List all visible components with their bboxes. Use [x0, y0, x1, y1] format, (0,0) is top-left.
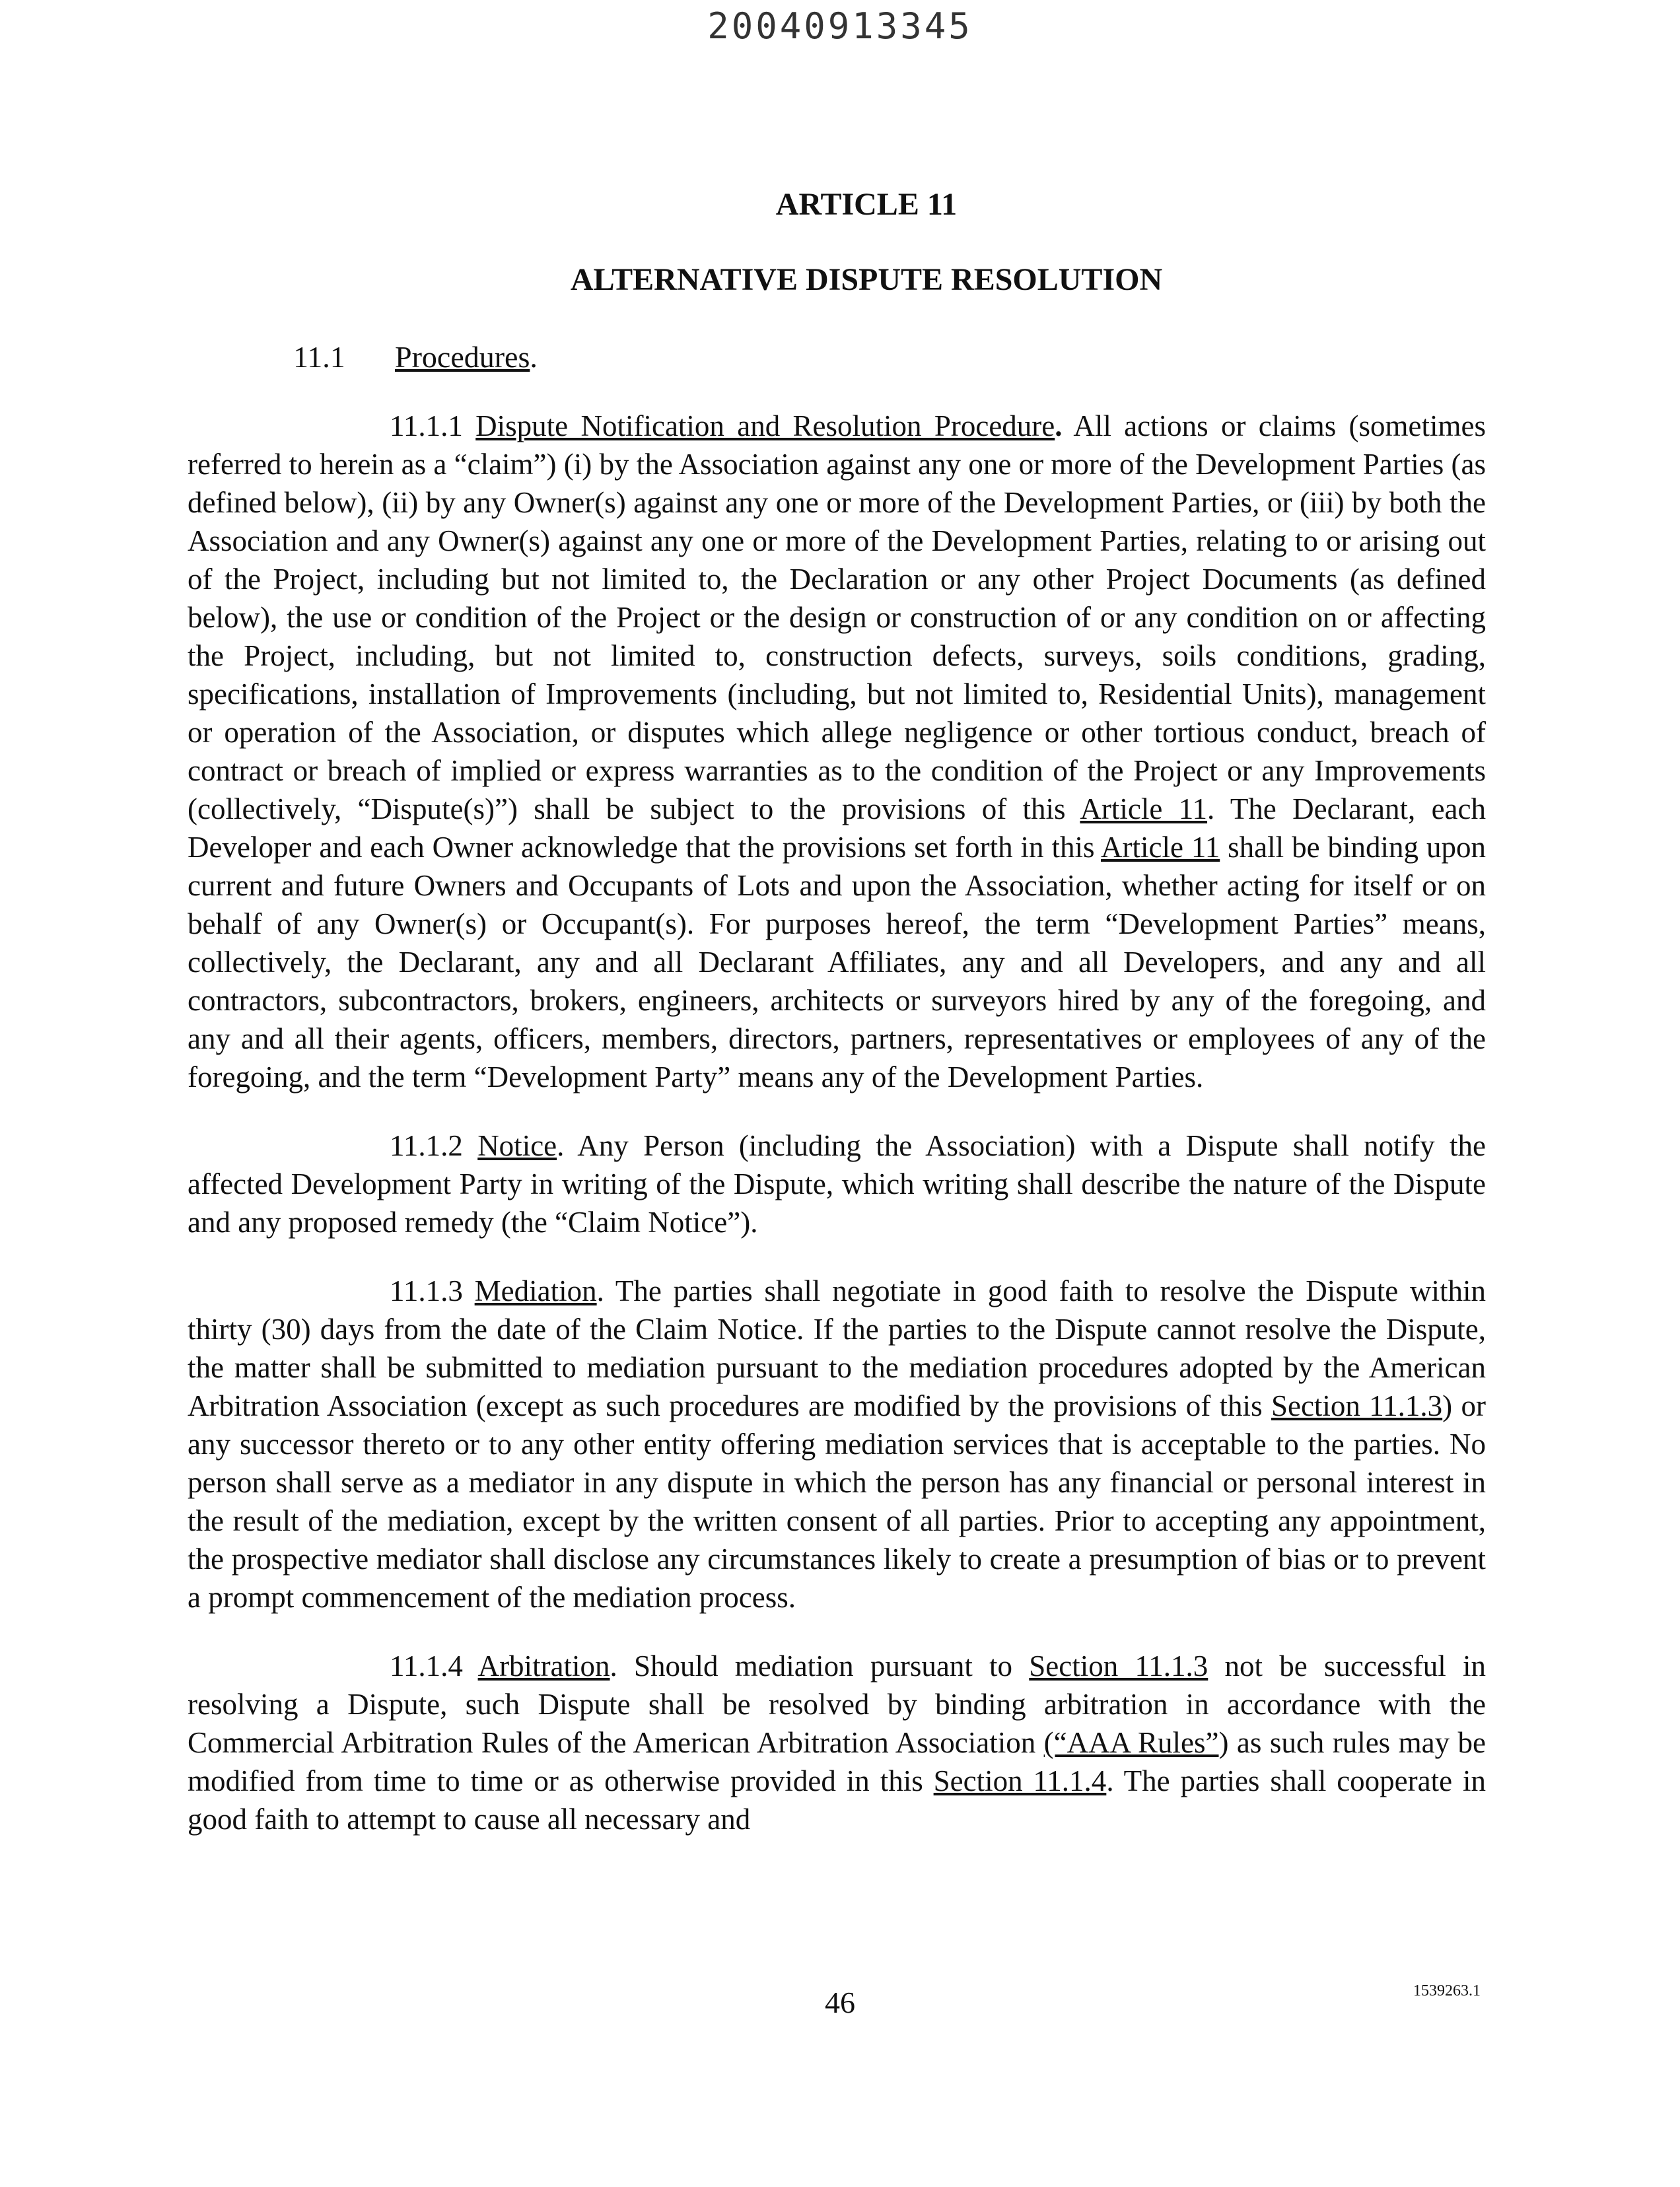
- paragraph-11-1-4: 11.1.4 Arbitration. Should mediation pursuant to Section 11.1.3 not be successful in resolving a Dispute, such Dispute shall be resolved by binding arbitration in accordance with the Commercial Arbitration Rules of the American Arbitration Association (“AAA Rules”) as such rules may be modified from time to time or as otherwise provided in this Section 11.1.4. The parties shall cooperate in good faith to attempt to cause all necessary and: [188, 1649, 1487, 1836]
- paragraph-number: 11.1.3: [390, 1274, 463, 1307]
- paragraph-number: 11.1.2: [390, 1129, 463, 1162]
- page-number: 46: [825, 1986, 855, 2019]
- section-number: 11.1: [293, 340, 345, 374]
- paragraph-text: The parties shall negotiate in good faith to resolve the Dispute within thirty (30) days from the date of the Claim Notice. If the parties to the Dispute cannot resolve the Dispute, the matter shall be submitted to mediation pursuant to the mediation procedures adopted by the American Arbitration Association (except as such procedures are modified by the provisions of this: [188, 1274, 1486, 1422]
- paragraph-number: 11.1.1: [390, 409, 463, 442]
- paragraph-text: The Declarant, each Developer and each Owner acknowledge that the provisions set forth in this: [188, 792, 1486, 864]
- section-heading: 11.1 Procedures.: [293, 340, 538, 374]
- section-reference: Section 11.1.4: [933, 1764, 1107, 1797]
- article-heading: ARTICLE 11: [775, 187, 958, 222]
- document-number: 20040913345: [707, 5, 973, 47]
- paragraph-title: Mediation: [474, 1274, 597, 1307]
- paragraph-text: Any Person (including the Association) with a Dispute shall notify the affected Development Party in writing of the Dispute, which writing shall describe the nature of the Dispute and any proposed remedy (the “Claim Notice”).: [188, 1129, 1486, 1239]
- body-text: [188, 407, 1486, 1869]
- paragraph-number: 11.1.4: [390, 1649, 463, 1683]
- paragraph-text: ) as such rules may be modified from time to time or as otherwise provided in this: [188, 1726, 1486, 1797]
- paragraph-title: Arbitration: [477, 1649, 610, 1683]
- paragraph-text: shall be binding upon current and future Owners and Occupants of Lots and upon the Association, whether acting for itself or on behalf of any Owner(s) or Occupant(s). For purposes hereof, the term “Development Parties” means, collectively, the Declarant, any and all Declarant Affiliates, any and all Developers, and any and all contractors, subcontractors, brokers, engineers, architects or surveyors hired by any of the foregoing, and any and all their agents, officers, members, directors, partners, representatives or employees of any of the foregoing, and the term “Development Party” means any of the Development Parties.: [188, 831, 1486, 1094]
- defined-term: (“AAA Rules”: [1043, 1726, 1219, 1759]
- article-subtitle: ALTERNATIVE DISPUTE RESOLUTION: [570, 262, 1163, 297]
- article-reference: Article 11: [1101, 831, 1220, 864]
- paragraph-11-1-3: 11.1.3 Mediation. The parties shall negotiate in good faith to resolve the Dispute within thirty (30) days from the date of the Claim Notice. If the parties to the Dispute cannot resolve the Dispute, the matter shall be submitted to mediation pursuant to the mediation procedures adopted by the American Arbitration Association (except as such procedures are modified by the provisions of this Section 11.1.3) or any successor thereto or to any other entity offering mediation services that is acceptable to the parties. No person shall serve as a mediator in any dispute in which the person has any financial or personal interest in the result of the mediation, except by the written consent of all parties. Prior to accepting any appointment, the prospective mediator shall disclose any circumstances likely to create a presumption of bias or to prevent a prompt commencement of the mediation process.: [188, 1274, 1486, 1614]
- paragraph-11-1-1: 11.1.1 Dispute Notification and Resolution Procedure. All actions or claims (sometimes referred to herein as a “claim”) (i) by the Association against any one or more of the Development Parties (as defined below), (ii) by any Owner(s) against any one or more of the Development Parties, or (iii) by both the Association and any Owner(s) against any one or more of the Development Parties, relating to or arising out of the Project, including but not limited to, the Declaration or any other Project Documents (as defined below), the use or condition of the Project or the design or construction of or any condition on or affecting the Project, including, but not limited to, construction defects, surveys, soils conditions, grading, specifications, installation of Improvements (including, but not limited to, Residential Units), management or operation of the Association, or disputes which allege negligence or other tortious conduct, breach of contract or breach of implied or express warranties as to the condition of the Project or any Improvements (collectively, “Dispute(s)”) shall be subject to the provisions of this Article 11. The Declarant, each Developer and each Owner acknowledge that the provisions set forth in this Article 11 shall be binding upon current and future Owners and Occupants of Lots and upon the Association, whether acting for itself or on behalf of any Owner(s) or Occupant(s). For purposes hereof, the term “Development Parties” means, collectively, the Declarant, any and all Declarant Affiliates, any and all Developers, and any and all contractors, subcontractors, brokers, engineers, architects or surveyors hired by any of the foregoing, and any and all their agents, officers, members, directors, partners, representatives or employees of any of the foregoing, and the term “Development Party” means any of the Development Parties.: [188, 409, 1487, 1094]
- paragraph-text: not be successful in resolving a Dispute, such Dispute shall be resolved by binding arbitration in accordance with the Commercial Arbitration Rules of the American Arbitration Association: [188, 1649, 1487, 1759]
- document-id: 1539263.1: [1413, 1982, 1481, 1999]
- section-reference: Section 11.1.3: [1029, 1649, 1208, 1683]
- paragraph-text: The parties shall cooperate in good faith to attempt to cause all necessary and: [188, 1764, 1486, 1836]
- paragraph-text: Should mediation pursuant to: [633, 1649, 1013, 1683]
- paragraph-text: ) or any successor thereto or to any other entity offering mediation services that is acceptable to the parties. No person shall serve as a mediator in any dispute in which the person has any financial or personal interest in the result of the mediation, except by the written consent of all parties. Prior to accepting any appointment, the prospective mediator shall disclose any circumstances likely to create a presumption of bias or to prevent a prompt commencement of the mediation process.: [188, 1389, 1486, 1614]
- paragraph-title: Dispute Notification and Resolution Procedure: [475, 409, 1055, 442]
- article-reference: Article 11: [1080, 792, 1208, 825]
- paragraph-11-1-2: 11.1.2 Notice. Any Person (including the Association) with a Dispute shall notify the affected Development Party in writing of the Dispute, which writing shall describe the nature of the Dispute and any proposed remedy (the “Claim Notice”).: [188, 1129, 1486, 1239]
- section-title: Procedures: [395, 340, 530, 374]
- section-reference: Section 11.1.3: [1271, 1389, 1443, 1422]
- paragraph-text: All actions or claims (sometimes referred to herein as a “claim”) (i) by the Association against any one or more of the Development Parties (as defined below), (ii) by any Owner(s) against any one or more of the Development Parties, or (iii) by both the Association and any Owner(s) against any one or more of the Development Parties, relating to or arising out of the Project, including but not limited to, the Declaration or any other Project Documents (as defined below), the use or condition of the Project or the design or construction of or any condition on or affecting the Project, including, but not limited to, construction defects, surveys, soils conditions, grading, specifications, installation of Improvements (including, but not limited to, Residential Units), management or operation of the Association, or disputes which allege negligence or other tortious conduct, breach of contract or breach of implied or express warranties as to the condition of the Project or any Improvements (collectively, “Dispute(s)”) shall be subject to the provisions of this: [188, 409, 1487, 825]
- paragraph-title: Notice: [477, 1129, 557, 1162]
